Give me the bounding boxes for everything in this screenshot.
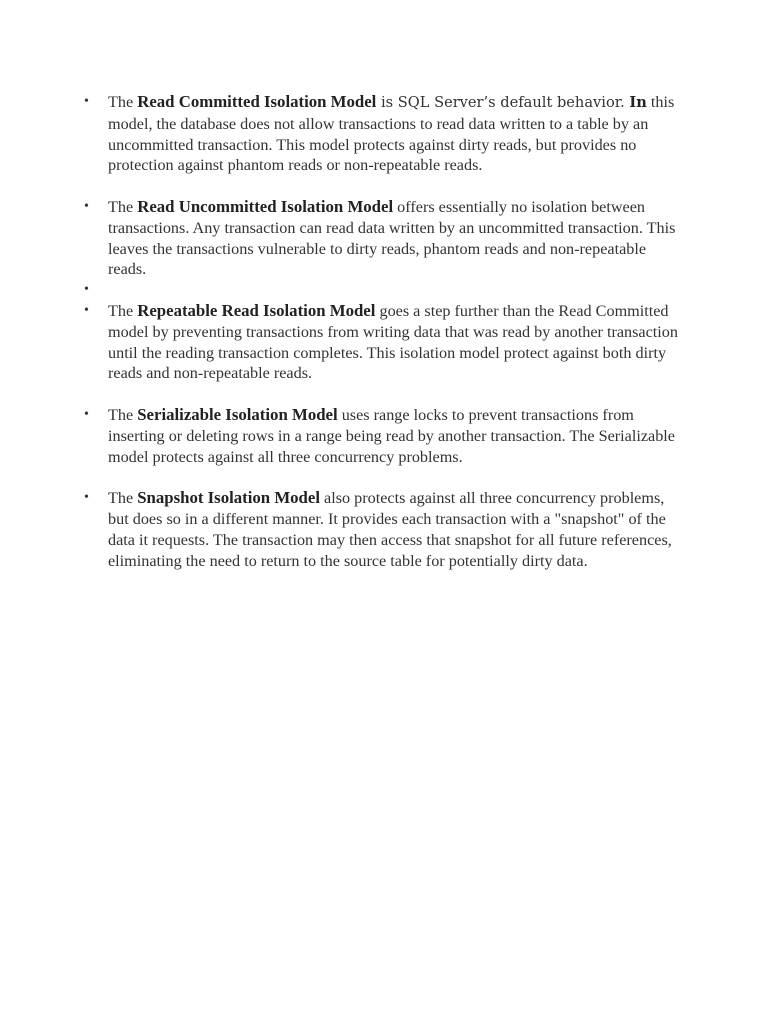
item-term: Read Uncommitted Isolation Model <box>137 196 394 216</box>
item-body: offers essentially no isolation between transactions. Any transaction can read data written by an uncommitted transaction. This leaves the transactions vulnerable to dirty reads, phantom reads and non-repeatable reads. <box>108 197 676 279</box>
item-term: Serializable Isolation Model <box>137 404 338 424</box>
list-item-serializable <box>80 405 680 467</box>
list-item-snapshot <box>80 488 680 571</box>
list-item-read-committed <box>80 92 680 176</box>
list-item-read-uncommitted <box>80 197 680 280</box>
item-prefix: The <box>108 93 138 111</box>
item-body: goes a step further than the Read Committed model by preventing transactions from writing data that was read by another transaction until the reading transaction completes. This isolation model protect against both dirty reads and non-repeatable reads. <box>108 301 678 383</box>
item-prefix: The <box>108 405 138 424</box>
item-prefix: The <box>108 301 138 320</box>
item-prefix: The <box>108 489 138 508</box>
bullet-marker: • <box>84 198 89 214</box>
item-term: Snapshot Isolation Model <box>137 488 320 508</box>
bullet-marker: • <box>84 302 89 318</box>
item-body: uses range locks to prevent transactions from inserting or deleting rows in a range being read by another transaction. The Serializable model protects against all three concurrency problems. <box>108 405 675 466</box>
list-item-repeatable-read <box>80 301 680 384</box>
list-item-empty <box>80 280 680 301</box>
bullet-marker: • <box>84 406 89 422</box>
item-prefix: The <box>108 197 138 216</box>
bullet-marker: • <box>84 490 89 506</box>
item-alt-text: is SQL Server’s default behavior. <box>376 94 630 111</box>
isolation-model-list <box>80 92 680 571</box>
item-body: this model, the database does not allow transactions to read data written to a table by an uncommitted transaction. This model protects against dirty reads, but provides no protection against phantom reads or non-repeatable reads. <box>108 93 675 175</box>
bullet-marker: • <box>84 94 89 109</box>
item-alt-bold-text: In <box>629 94 647 111</box>
item-term: Repeatable Read Isolation Model <box>137 300 376 320</box>
item-body: also protects against all three concurrency problems, but does so in a different manner. It provides each transaction with a "snapshot" of the data it requests. The transaction may then access that snapshot for all future references, eliminating the need to return to the source table for potentially dirty data. <box>108 489 672 570</box>
bullet-marker: • <box>84 282 89 298</box>
item-term: Read Committed Isolation Model <box>137 92 377 111</box>
